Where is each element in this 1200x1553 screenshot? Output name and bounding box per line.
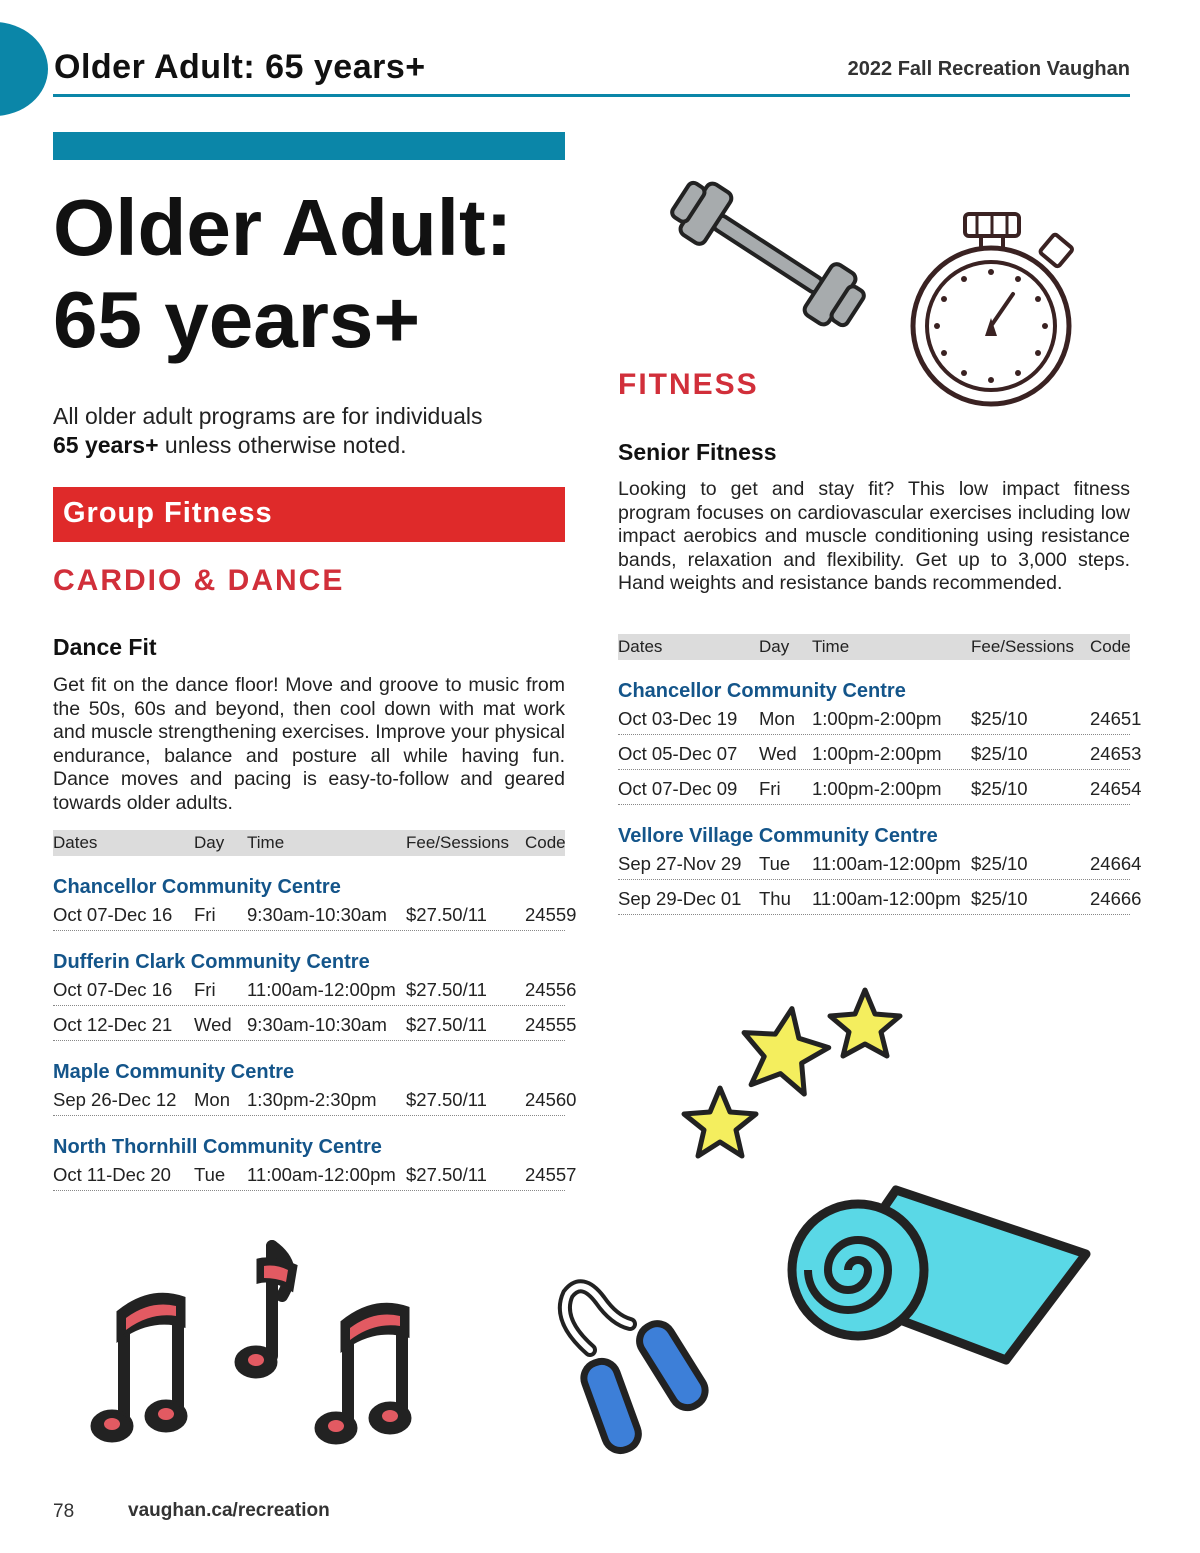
page-title-line2: 65 years+: [53, 275, 421, 364]
cell-code: 24555: [525, 1014, 577, 1035]
intro-part2: unless otherwise noted.: [158, 432, 407, 458]
cell-time: 1:30pm-2:30pm: [247, 1089, 377, 1110]
cardio-dance-heading: CARDIO & DANCE: [53, 564, 345, 597]
cell-code: 24653: [1090, 743, 1142, 764]
venue-name: Dufferin Clark Community Centre: [53, 951, 370, 973]
venue-name: Chancellor Community Centre: [618, 680, 906, 702]
page-title-line1: Older Adult:: [53, 183, 513, 272]
cell-dates: Sep 27-Nov 29: [618, 853, 742, 874]
col-code: Code: [1090, 637, 1131, 656]
schedule-row: [53, 900, 577, 931]
venue-name: Vellore Village Community Centre: [618, 825, 938, 847]
cell-code: 24651: [1090, 708, 1142, 729]
jump-rope-icon: [550, 1280, 720, 1460]
cell-fee: $25/10: [971, 708, 1028, 729]
cell-code: 24560: [525, 1089, 577, 1110]
cell-day: Fri: [194, 904, 216, 925]
col-time: Time: [812, 637, 850, 656]
senior-fitness-title: Senior Fitness: [618, 439, 777, 465]
stars-icon: [680, 978, 920, 1178]
cell-time: 11:00am-12:00pm: [247, 1164, 396, 1185]
cell-time: 11:00am-12:00pm: [812, 853, 961, 874]
cell-dates: Oct 03-Dec 19: [618, 708, 738, 729]
cell-code: 24557: [525, 1164, 577, 1185]
cell-day: Tue: [194, 1164, 226, 1185]
dance-fit-schedule: [53, 830, 577, 1195]
cell-dates: Oct 07-Dec 16: [53, 979, 173, 1000]
col-fee: Fee/Sessions: [971, 637, 1074, 656]
cell-code: 24556: [525, 979, 577, 1000]
col-fee: Fee/Sessions: [406, 833, 509, 852]
schedule-row: [53, 1010, 577, 1041]
cell-time: 9:30am-10:30am: [247, 1014, 387, 1035]
cell-dates: Oct 07-Dec 09: [618, 778, 738, 799]
running-title: Older Adult: 65 years+: [54, 48, 426, 86]
cell-code: 24559: [525, 904, 577, 925]
cell-fee: $27.50/11: [406, 979, 487, 1000]
cell-day: Wed: [759, 743, 797, 764]
cell-dates: Oct 12-Dec 21: [53, 1014, 173, 1035]
cell-time: 1:00pm-2:00pm: [812, 743, 942, 764]
venue-name: Maple Community Centre: [53, 1061, 295, 1083]
cell-day: Tue: [759, 853, 791, 874]
page-title: [53, 182, 593, 366]
fitness-heading: FITNESS: [618, 368, 759, 401]
cell-code: 24654: [1090, 778, 1142, 799]
cell-day: Mon: [194, 1089, 230, 1110]
footer-url: vaughan.ca/recreation: [128, 1500, 330, 1521]
header-divider: [53, 94, 1130, 97]
cell-dates: Sep 29-Dec 01: [618, 888, 742, 909]
cell-fee: $27.50/11: [406, 904, 487, 925]
cell-day: Fri: [759, 778, 781, 799]
schedule-row: [618, 884, 1142, 915]
schedule-body: [618, 678, 1142, 915]
dance-fit-title: Dance Fit: [53, 634, 157, 660]
group-fitness-banner: Group Fitness: [53, 487, 565, 542]
accent-bar: [53, 132, 565, 160]
cell-day: Fri: [194, 979, 216, 1000]
schedule-row: [53, 975, 577, 1006]
col-dates: Dates: [618, 637, 663, 656]
col-day: Day: [759, 637, 790, 656]
cell-time: 11:00am-12:00pm: [247, 979, 396, 1000]
cell-time: 9:30am-10:30am: [247, 904, 387, 925]
stopwatch-icon: [905, 208, 1085, 408]
cell-dates: Oct 07-Dec 16: [53, 904, 173, 925]
schedule-row: [618, 774, 1142, 805]
brand-label: 2022 Fall Recreation Vaughan: [847, 58, 1130, 80]
cell-dates: Oct 05-Dec 07: [618, 743, 738, 764]
page-number: 78: [53, 1501, 75, 1522]
col-day: Day: [194, 833, 225, 852]
cell-fee: $27.50/11: [406, 1164, 487, 1185]
venue-name: Chancellor Community Centre: [53, 876, 341, 898]
cell-day: Mon: [759, 708, 795, 729]
senior-fitness-description: Looking to get and stay fit? This low impact fitness program focuses on cardiovascular exercises including low impact aerobics and muscle conditioning using resistance bands, relaxation and flexibility. Get up to 3,000 steps. Hand weights and resistance bands recommended.: [618, 478, 1130, 594]
senior-fitness-schedule: [618, 634, 1142, 919]
music-notes-icon: [96, 1236, 426, 1446]
cell-fee: $25/10: [971, 778, 1028, 799]
cell-time: 1:00pm-2:00pm: [812, 708, 942, 729]
corner-tab: [0, 22, 48, 116]
cell-dates: Sep 26-Dec 12: [53, 1089, 177, 1110]
col-code: Code: [525, 833, 566, 852]
dumbbell-icon: [658, 184, 878, 324]
schedule-row: [53, 1085, 577, 1116]
intro-part1: All older adult programs are for individuals: [53, 403, 483, 429]
schedule-header: [618, 634, 1130, 660]
cell-day: Wed: [194, 1014, 232, 1035]
schedule-row: [618, 739, 1142, 770]
schedule-body: [53, 874, 577, 1191]
schedule-row: [618, 704, 1142, 735]
schedule-row: [53, 1160, 577, 1191]
schedule-header: [53, 830, 565, 856]
cell-time: 11:00am-12:00pm: [812, 888, 961, 909]
cell-fee: $25/10: [971, 888, 1028, 909]
schedule-row: [618, 849, 1142, 880]
col-dates: Dates: [53, 833, 98, 852]
cell-fee: $27.50/11: [406, 1089, 487, 1110]
venue-name: North Thornhill Community Centre: [53, 1136, 382, 1158]
col-time: Time: [247, 833, 285, 852]
cell-dates: Oct 11-Dec 20: [53, 1164, 171, 1185]
cell-day: Thu: [759, 888, 791, 909]
cell-fee: $27.50/11: [406, 1014, 487, 1035]
cell-time: 1:00pm-2:00pm: [812, 778, 942, 799]
dance-fit-description: Get fit on the dance floor! Move and groove to music from the 50s, 60s and beyond, then cool down with mat work and muscle strengthening exercises. Improve your physical endurance, balance and posture all while having fun. Dance moves and pacing is easy-to-follow and geared towards older adults.: [53, 674, 565, 814]
intro-text: [53, 402, 573, 460]
cell-fee: $25/10: [971, 853, 1028, 874]
cell-code: 24664: [1090, 853, 1142, 874]
yoga-mat-icon: [786, 1172, 1126, 1372]
cell-fee: $25/10: [971, 743, 1028, 764]
cell-code: 24666: [1090, 888, 1142, 909]
intro-bold: 65 years+: [53, 432, 159, 458]
